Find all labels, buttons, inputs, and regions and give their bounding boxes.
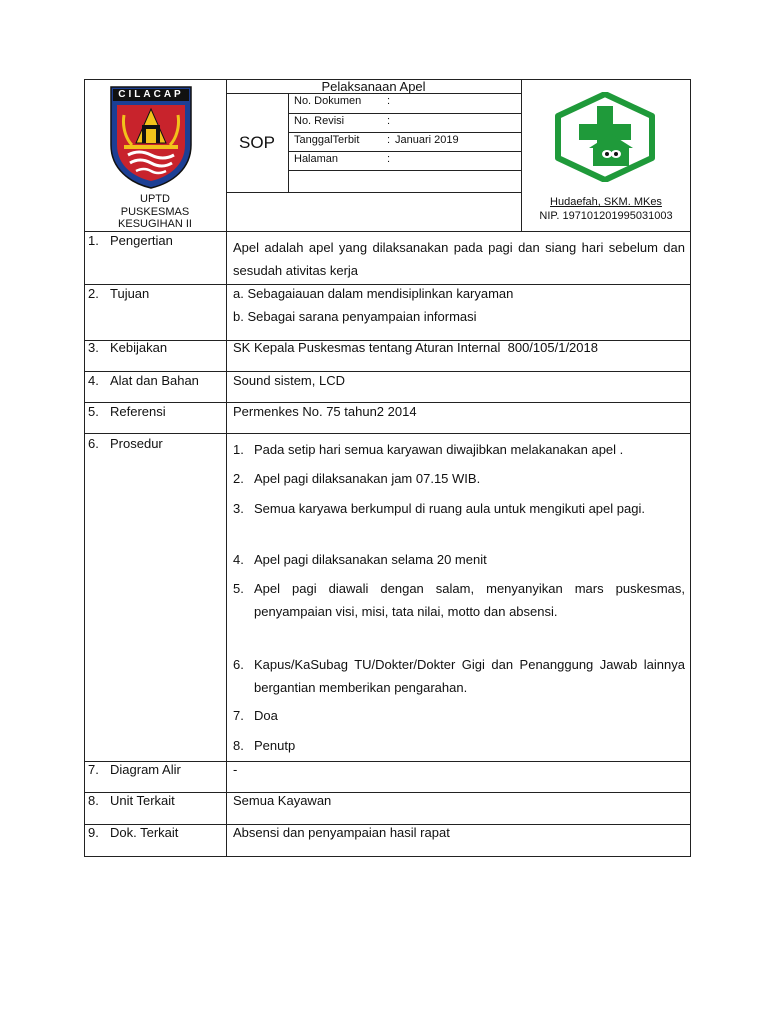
row-label-text: Alat dan Bahan (110, 373, 199, 388)
step-number: 4. (233, 552, 244, 567)
cilacap-logo-icon (108, 85, 194, 189)
row-sep-5 (84, 433, 691, 434)
meta-key-tanggal: TanggalTerbit (294, 134, 360, 146)
meta-value-tanggal: Januari 2019 (395, 134, 459, 146)
kebijakan-text: SK Kepala Puskesmas tentang Aturan Internal 800/105/1/2018 (233, 340, 598, 355)
row-label-pengertian (88, 233, 173, 248)
step-number: 6. (233, 657, 244, 672)
step-text: Doa (254, 708, 278, 723)
row-label-text: Diagram Alir (110, 762, 181, 777)
step-text: Apel pagi diawali dengan salam, menyanyikan mars puskesmas, penyampaian visi, misi, tata nilai, motto dan absensi. (254, 581, 685, 619)
row-label-text: Kebijakan (110, 340, 168, 355)
meta-key-dokumen: No. Dokumen (294, 95, 362, 107)
step-number: 7. (233, 708, 244, 723)
row-num: 3. (88, 340, 99, 355)
meta-line-2 (288, 132, 521, 133)
tujuan-line-a: a. Sebagaiauan dalam mendisiplinkan karyaman (233, 286, 514, 301)
sop-label: SOP (239, 133, 275, 152)
row-num: 5. (88, 404, 99, 419)
row-num: 1. (88, 233, 99, 248)
row-sep-1 (84, 284, 691, 285)
meta-key-revisi: No. Revisi (294, 115, 345, 127)
logo-banner-text: CILACAP (118, 89, 184, 100)
meta-sep-dokumen: : (387, 95, 391, 107)
step-text: Kapus/KaSubag TU/Dokter/Dokter Gigi dan Penanggung Jawab lainnya bergantian memberikan pengarahan. (254, 657, 685, 695)
step-number: 3. (233, 501, 244, 516)
org-name-line-3: KESUGIHAN II (118, 218, 192, 230)
prosedur-step (233, 577, 685, 623)
row-num: 8. (88, 793, 99, 808)
dok-terkait-text: Absensi dan penyampaian hasil rapat (233, 825, 450, 840)
prosedur-step (233, 467, 685, 490)
prosedur-step (233, 438, 685, 461)
row-label-text: Tujuan (110, 286, 150, 301)
row-label-prosedur (88, 436, 163, 451)
row-label-text: Dok. Terkait (110, 825, 179, 840)
meta-line-1 (288, 113, 521, 114)
row-label-text: Unit Terkait (110, 793, 175, 808)
row-sep-4 (84, 402, 691, 403)
row-num: 7. (88, 762, 99, 777)
prosedur-step (233, 734, 685, 757)
row-num: 4. (88, 373, 99, 388)
step-number: 2. (233, 471, 244, 486)
row-num: 6. (88, 436, 99, 451)
row-label-diagram-alir (88, 762, 181, 777)
row-label-unit-terkait (88, 793, 175, 808)
pengertian-text: Apel adalah apel yang dilaksanakan pada pagi dan siang hari sebelum dan sesudah ativitas kerja (233, 240, 685, 278)
tujuan-line-b: b. Sebagai sarana penyampaian informasi (233, 309, 477, 324)
prosedur-step (233, 548, 685, 571)
step-text: Pada setip hari semua karyawan diwajibkan melakanakan apel . (254, 442, 624, 457)
meta-line-3 (288, 151, 521, 152)
meta-sep-halaman: : (387, 153, 391, 165)
prosedur-step (233, 653, 685, 699)
row-label-referensi (88, 404, 166, 419)
sop-meta-divider (288, 93, 289, 192)
step-text: Semua karyawa berkumpul di ruang aula untuk mengikuti apel pagi. (254, 501, 645, 516)
row-label-text: Referensi (110, 404, 166, 419)
org-name (84, 193, 226, 231)
row-num: 2. (88, 286, 99, 301)
step-number: 1. (233, 442, 244, 457)
signer-name: Hudaefah, SKM. MKes (550, 196, 662, 208)
unit-terkait-text: Semua Kayawan (233, 793, 332, 808)
row-sep-3 (84, 371, 691, 372)
meta-key-halaman: Halaman (294, 153, 339, 165)
row-label-text: Prosedur (110, 436, 163, 451)
signer-nip: NIP. 197101201995031003 (539, 210, 673, 222)
step-number: 8. (233, 738, 244, 753)
step-text: Penutp (254, 738, 296, 753)
referensi-text: Permenkes No. 75 tahun2 2014 (233, 404, 417, 419)
meta-line-4 (288, 170, 521, 171)
meta-sep-revisi: : (387, 115, 391, 127)
row-label-dok-terkait (88, 825, 178, 840)
document-title: Pelaksanaan Apel (321, 79, 426, 94)
meta-bottom-line (226, 192, 521, 193)
alat-bahan-text: Sound sistem, LCD (233, 373, 345, 388)
step-text: Apel pagi dilaksanakan selama 20 menit (254, 552, 487, 567)
meta-sep-tanggal: : (387, 134, 391, 146)
body-column-divider (226, 231, 227, 857)
puskesmas-logo-icon (555, 92, 655, 182)
org-name-line-1: UPTD (140, 193, 170, 205)
step-number: 5. (233, 581, 244, 596)
org-name-line-2: PUSKESMAS (120, 205, 190, 218)
row-label-tujuan (88, 286, 149, 301)
row-label-kebijakan (88, 340, 167, 355)
diagram-alir-text: - (233, 762, 238, 777)
row-label-text: Pengertian (110, 233, 173, 248)
step-text: Apel pagi dilaksanakan jam 07.15 WIB. (254, 471, 481, 486)
row-label-alat-dan-bahan (88, 373, 199, 388)
prosedur-step (233, 497, 685, 520)
prosedur-step (233, 704, 685, 727)
row-num: 9. (88, 825, 99, 840)
